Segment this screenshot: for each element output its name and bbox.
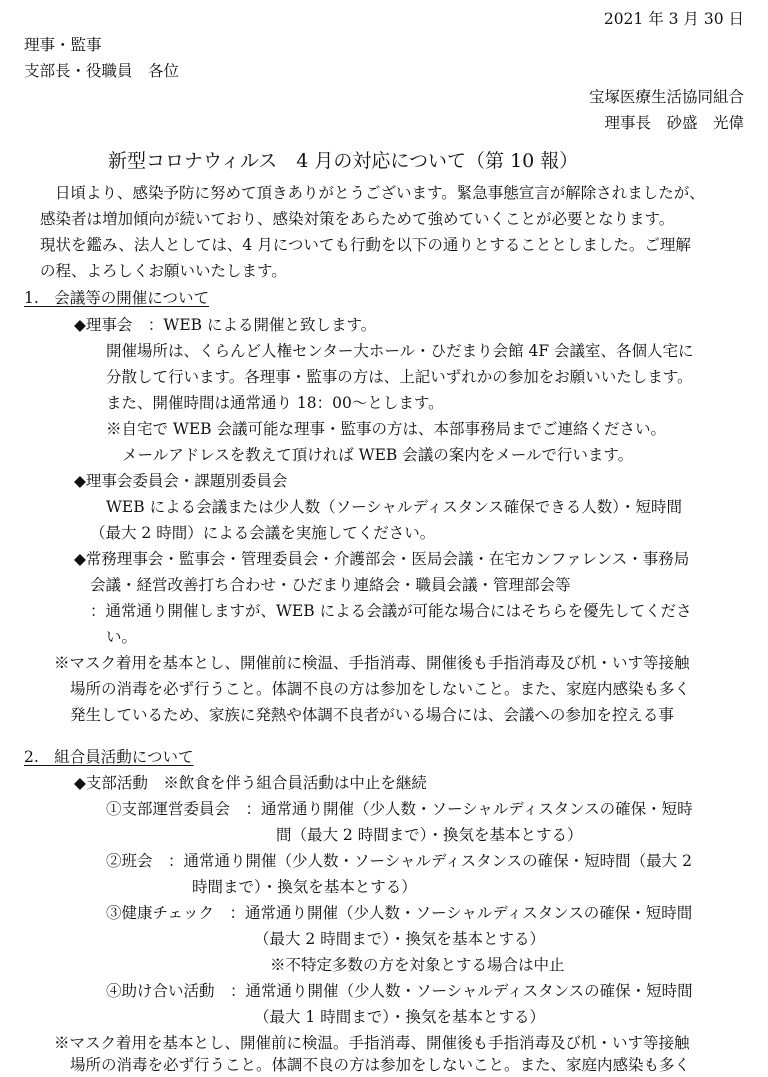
section-heading: 1. 会議等の開催について	[24, 289, 209, 307]
section-line: ②班会 ：通常通り開催（少人数・ソーシャルディスタンスの確保・短時間（最大 2	[106, 852, 692, 870]
section-line: 場所の消毒を必ず行うこと。体調不良の方は参加をしないこと。また、家庭内感染も多く	[70, 1056, 691, 1074]
section-heading: 2. 組合員活動について	[24, 748, 194, 766]
intro-line: 日頃より、感染予防に努めて頂きありがとうございます。緊急事態宣言が解除されましたが、	[55, 184, 705, 202]
section-line: ◆常務理事会・監事会・管理委員会・介護部会・医局会議・在宅カンファレンス・事務局	[74, 550, 690, 568]
section-line: 時間まで）・換気を基本とする）	[192, 878, 417, 896]
section-line: ④助け合い活動 ：通常通り開催（少人数・ソーシャルディスタンスの確保・短時間	[106, 982, 693, 1000]
section-line: 開催場所は、くらんど人権センター大ホール・ひだまり会館 4F 会議室、各個人宅に	[106, 342, 694, 360]
section-line: ◆理事会委員会・課題別委員会	[74, 472, 288, 490]
section-line: （最大 1 時間まで）・換気を基本とする）	[254, 1008, 545, 1026]
recipient-line: 理事・監事	[24, 36, 102, 54]
section-line: メールアドレスを教えて頂ければ WEB 会議の案内をメールで行います。	[122, 446, 634, 464]
document-title: 新型コロナウィルス 4 月の対応について（第 10 報）	[108, 150, 579, 172]
sender-organization: 宝塚医療生活協同組合	[588, 88, 744, 106]
intro-line: の程、よろしくお願いいたします。	[40, 262, 287, 280]
section-line: 分散して行います。各理事・監事の方は、上記いずれかの参加をお願いいたします。	[106, 368, 693, 386]
section-line: WEB による会議または少人数（ソーシャルディスタンス確保できる人数）・短時間	[106, 498, 682, 516]
section-line: い。	[106, 628, 138, 646]
section-line: 場所の消毒を必ず行うこと。体調不良の方は参加をしないこと。また、家庭内感染も多く	[70, 680, 691, 698]
recipient-line: 支部長・役職員 各位	[24, 62, 180, 80]
section-line: （最大 2 時間）による会議を実施してください。	[90, 524, 436, 542]
section-line: ③健康チェック ：通常通り開催（少人数・ソーシャルディスタンスの確保・短時間	[106, 904, 693, 922]
section-line: ※マスク着用を基本とし、開催前に検温。手指消毒、開催後も手指消毒及び机・いす等接触	[54, 1034, 690, 1052]
sender-person: 理事長 砂盛 光偉	[604, 114, 744, 132]
section-line: ①支部運営委員会 ：通常通り開催（少人数・ソーシャルディスタンスの確保・短時	[106, 800, 693, 818]
section-line: （最大 2 時間まで）・換気を基本とする）	[254, 930, 545, 948]
section-line: 会議・経営改善打ち合わせ・ひだまり連絡会・職員会議・管理部会等	[90, 576, 571, 594]
section-line: ※自宅で WEB 会議可能な理事・監事の方は、本部事務局までご連絡ください。	[106, 420, 666, 438]
intro-line: 現状を鑑み、法人としては、4 月についても行動を以下の通りとすることとしました。ご理解	[40, 236, 691, 254]
intro-line: 感染者は増加傾向が続いており、感染対策をあらためて強めていくことが必要となります。	[40, 210, 675, 228]
section-line: 発生しているため、家族に発熱や体調不良者がいる場合には、会議への参加を控える事	[70, 706, 674, 724]
section-line: ※不特定多数の方を対象とする場合は中止	[270, 956, 565, 974]
section-line: ◆支部活動 ※飲食を伴う組合員活動は中止を継続	[74, 774, 427, 792]
section-line: ※マスク着用を基本とし、開催前に検温、手指消毒、開催後も手指消毒及び机・いす等接触	[54, 654, 690, 672]
section-line: ◆理事会 ：WEB による開催と致します。	[74, 316, 377, 334]
section-line: ：通常通り開催しますが、WEB による会議が可能な場合にはそちらを優先してくださ	[90, 602, 692, 620]
section-line: また、開催時間は通常通り 18：00～とします。	[106, 394, 444, 412]
section-line: 間（最大 2 時間まで）・換気を基本とする）	[276, 826, 583, 844]
document-date: 2021 年 3 月 30 日	[603, 10, 744, 28]
